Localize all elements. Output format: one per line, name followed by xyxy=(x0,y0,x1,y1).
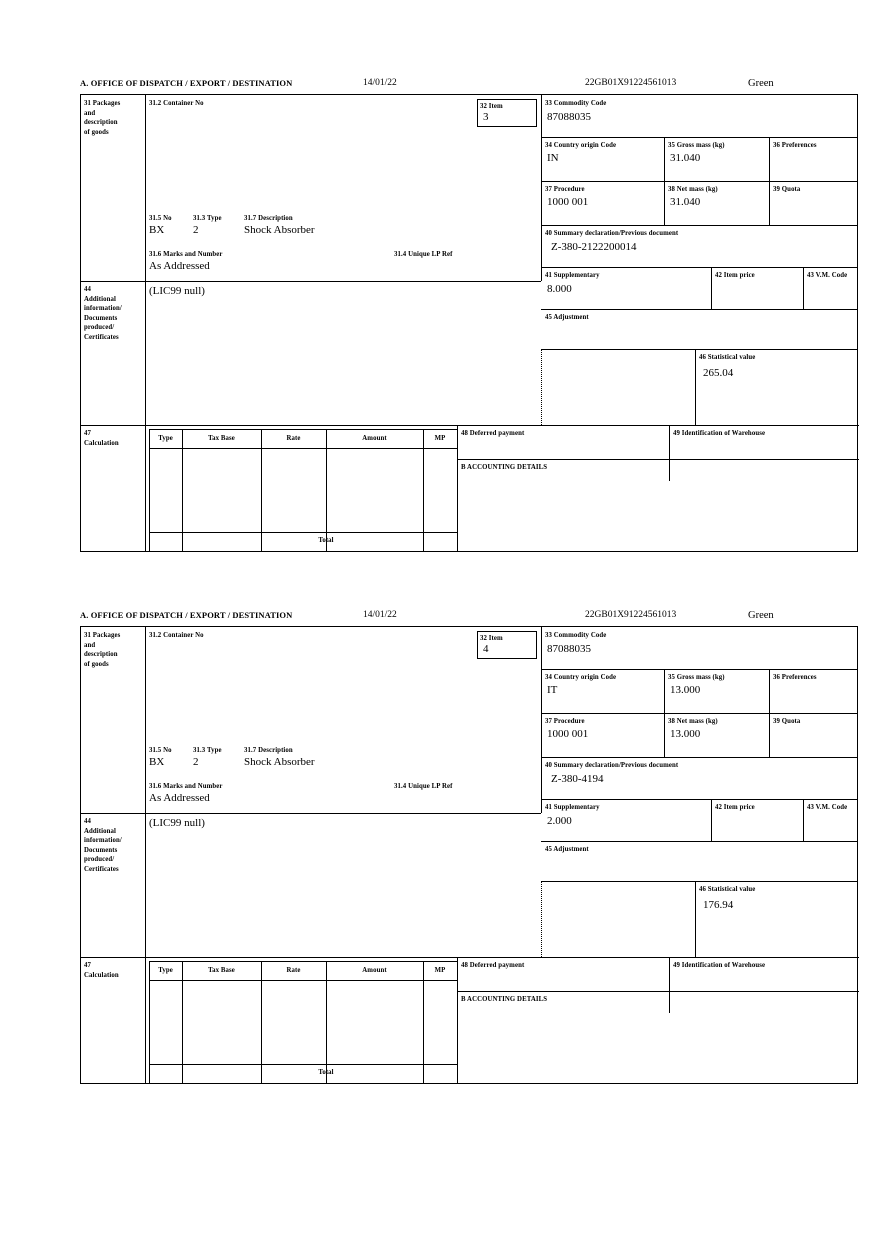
box44-label-2: 44 Additional information/ Documents produced/ Certificates xyxy=(84,818,122,873)
box46-label: 46 Statistical value xyxy=(699,354,756,361)
box34-value: IN xyxy=(547,152,559,164)
line-34-bottom-2 xyxy=(541,713,858,714)
box49-label: 49 Identification of Warehouse xyxy=(673,430,766,437)
box47-total-label-2: Total xyxy=(318,1069,334,1076)
box47-total-label: Total xyxy=(318,537,334,544)
box38-value: 31.040 xyxy=(670,196,701,208)
box47-col-amount: Amount xyxy=(362,435,387,442)
box31-unique-lp-label-2: 31.4 Unique LP Ref xyxy=(394,783,453,790)
line-48-left xyxy=(457,425,458,453)
box31-description-label: 31.7 Description xyxy=(244,215,293,222)
declaration-date: 14/01/22 xyxy=(363,78,397,88)
box44-value-2: (LIC99 null) xyxy=(149,817,205,829)
box41-value: 8.000 xyxy=(547,283,572,295)
box47-col-rate-2: Rate xyxy=(286,967,301,974)
line-47-total-top-2 xyxy=(149,1064,457,1065)
box31-marks-value-2: As Addressed xyxy=(149,792,210,804)
line-48-left-2 xyxy=(457,957,458,985)
line-35-36-divider xyxy=(769,137,770,225)
box33-label-2: 33 Commodity Code xyxy=(545,632,607,639)
line-47-header-bottom-2 xyxy=(149,980,457,981)
box31-no-label: 31.5 No xyxy=(149,215,172,222)
line-47-top-2 xyxy=(81,957,859,958)
box31-no-label-2: 31.5 No xyxy=(149,747,172,754)
box47-col-taxbase: Tax Base xyxy=(208,435,235,442)
box32-item xyxy=(477,99,537,127)
line-47-total-bottom-2 xyxy=(149,1083,457,1084)
box46-value-2: 176.94 xyxy=(703,899,734,911)
line-41-bottom-2 xyxy=(541,841,858,842)
box47-col-type: Type xyxy=(158,435,173,442)
box31-label: 31 Packages and description of goods xyxy=(84,100,121,136)
box49-label-2: 49 Identification of Warehouse xyxy=(673,962,766,969)
box31-label-2: 31 Packages and description of goods xyxy=(84,632,121,668)
declaration-form-2 xyxy=(80,610,860,1084)
box31-container-label: 31.2 Container No xyxy=(149,100,204,107)
line-41-bottom xyxy=(541,309,858,310)
box31-marks-value: As Addressed xyxy=(149,260,210,272)
box38-label: 38 Net mass (kg) xyxy=(668,186,718,193)
line-47-total-top xyxy=(149,532,457,533)
box33-label: 33 Commodity Code xyxy=(545,100,607,107)
line-45-bottom xyxy=(541,349,858,350)
line-41-42-divider xyxy=(711,267,712,309)
box31-container-label-2: 31.2 Container No xyxy=(149,632,204,639)
box32-item-2 xyxy=(477,631,537,659)
form-body-2 xyxy=(80,626,858,1084)
box44-label: 44 Additional information/ Documents produced/ Certificates xyxy=(84,286,122,341)
line-47-header-top-2 xyxy=(149,961,457,962)
box47-col-amount-2: Amount xyxy=(362,967,387,974)
divider-box31-left-2 xyxy=(145,627,146,957)
box31-type-value: 2 xyxy=(193,224,199,236)
line-37-bottom xyxy=(541,225,858,226)
box42-label-2: 42 Item price xyxy=(715,804,755,811)
line-47-total-bottom xyxy=(149,551,457,552)
box45-label-2: 45 Adjustment xyxy=(545,846,589,853)
box43-label: 43 V.M. Code xyxy=(807,272,848,279)
line-47-left xyxy=(145,425,146,551)
box37-value: 1000 001 xyxy=(547,196,589,208)
line-48-bottom-2 xyxy=(457,991,859,992)
box40-value-2: Z-380-4194 xyxy=(551,773,604,785)
line-35-36-divider-2 xyxy=(769,669,770,757)
box34-label-2: 34 Country origin Code xyxy=(545,674,617,681)
form-header-2 xyxy=(80,610,860,626)
box31-description-label-2: 31.7 Description xyxy=(244,747,293,754)
box47-col-type-2: Type xyxy=(158,967,173,974)
box48-label-2: 48 Deferred payment xyxy=(461,962,525,969)
box46-label-2: 46 Statistical value xyxy=(699,886,756,893)
box37-value-2: 1000 001 xyxy=(547,728,589,740)
movement-reference-number: 22GB01X91224561013 xyxy=(585,78,677,88)
copy-colour-2: Green xyxy=(748,610,774,621)
box31-unique-lp-label: 31.4 Unique LP Ref xyxy=(394,251,453,258)
box31-type-label-2: 31.3 Type xyxy=(193,747,222,754)
box31-marks-label-2: 31.6 Marks and Number xyxy=(149,783,223,790)
box41-value-2: 2.000 xyxy=(547,815,572,827)
declaration-form-1 xyxy=(80,78,860,552)
box36-label-2: 36 Preferences xyxy=(773,674,817,681)
box41-label-2: 41 Supplementary xyxy=(545,804,600,811)
box40-label: 40 Summary declaration/Previous document xyxy=(545,230,679,237)
box31-no-value-2: BX xyxy=(149,756,165,768)
box35-label: 35 Gross mass (kg) xyxy=(668,142,725,149)
box38-label-2: 38 Net mass (kg) xyxy=(668,718,718,725)
box35-value-2: 13.000 xyxy=(670,684,701,696)
office-of-dispatch-label: A. OFFICE OF DISPATCH / EXPORT / DESTINATION xyxy=(80,78,293,88)
line-46-dotted-divider-2 xyxy=(541,881,542,957)
line-47-header-top xyxy=(149,429,457,430)
divider-box31-right xyxy=(541,95,542,281)
box31-description-value-2: Shock Absorber xyxy=(244,756,315,768)
divider-box31-right-2 xyxy=(541,627,542,813)
box33-value-2: 87088035 xyxy=(547,643,591,655)
box32-value-2: 4 xyxy=(483,643,489,655)
line-37-bottom-2 xyxy=(541,757,858,758)
box47-col-taxbase-2: Tax Base xyxy=(208,967,235,974)
box42-label: 42 Item price xyxy=(715,272,755,279)
box31-description-value: Shock Absorber xyxy=(244,224,315,236)
box41-label: 41 Supplementary xyxy=(545,272,600,279)
box33-value: 87088035 xyxy=(547,111,591,123)
office-of-dispatch-label-2: A. OFFICE OF DISPATCH / EXPORT / DESTINATION xyxy=(80,610,293,620)
box32-label-2: 32 Item xyxy=(480,635,503,642)
box31-no-value: BX xyxy=(149,224,165,236)
box47-col-mp-2: MP xyxy=(434,967,446,974)
box37-label-2: 37 Procedure xyxy=(545,718,585,725)
box47-label-2: 47 Calculation xyxy=(84,962,119,979)
line-44-top-2 xyxy=(81,813,541,814)
line-48-bottom xyxy=(457,459,859,460)
line-46-left-2 xyxy=(695,881,696,957)
line-33-bottom xyxy=(541,137,858,138)
box40-value: Z-380-2122200014 xyxy=(551,241,637,253)
form-body xyxy=(80,94,858,552)
declaration-date-2: 14/01/22 xyxy=(363,610,397,620)
line-44-top xyxy=(81,281,541,282)
box37-label: 37 Procedure xyxy=(545,186,585,193)
divider-box31-left xyxy=(145,95,146,425)
line-45-bottom-2 xyxy=(541,881,858,882)
line-47-header-bottom xyxy=(149,448,457,449)
line-41-42-divider-2 xyxy=(711,799,712,841)
line-47-top xyxy=(81,425,859,426)
box32-label: 32 Item xyxy=(480,103,503,110)
box32-value: 3 xyxy=(483,111,489,123)
box38-value-2: 13.000 xyxy=(670,728,701,740)
line-48-49-divider-2 xyxy=(669,957,670,1013)
box34-value-2: IT xyxy=(547,684,558,696)
box48-label: 48 Deferred payment xyxy=(461,430,525,437)
box35-label-2: 35 Gross mass (kg) xyxy=(668,674,725,681)
line-48-49-divider xyxy=(669,425,670,481)
box47-col-mp: MP xyxy=(434,435,446,442)
box44-value: (LIC99 null) xyxy=(149,285,205,297)
box31-type-label: 31.3 Type xyxy=(193,215,222,222)
boxB-label-2: B ACCOUNTING DETAILS xyxy=(461,996,548,1003)
box36-label: 36 Preferences xyxy=(773,142,817,149)
form-header xyxy=(80,78,860,94)
box47-label: 47 Calculation xyxy=(84,430,119,447)
box47-col-rate: Rate xyxy=(286,435,301,442)
line-40-bottom-2 xyxy=(541,799,858,800)
box46-value: 265.04 xyxy=(703,367,734,379)
box31-marks-label: 31.6 Marks and Number xyxy=(149,251,223,258)
box45-label: 45 Adjustment xyxy=(545,314,589,321)
copy-colour: Green xyxy=(748,78,774,89)
box31-type-value-2: 2 xyxy=(193,756,199,768)
box34-label: 34 Country origin Code xyxy=(545,142,617,149)
box39-label: 39 Quota xyxy=(773,186,801,193)
box43-label-2: 43 V.M. Code xyxy=(807,804,848,811)
box39-label-2: 39 Quota xyxy=(773,718,801,725)
boxB-label: B ACCOUNTING DETAILS xyxy=(461,464,548,471)
line-33-bottom-2 xyxy=(541,669,858,670)
box40-label-2: 40 Summary declaration/Previous document xyxy=(545,762,679,769)
line-46-left xyxy=(695,349,696,425)
box35-value: 31.040 xyxy=(670,152,701,164)
line-47-left-2 xyxy=(145,957,146,1083)
movement-reference-number-2: 22GB01X91224561013 xyxy=(585,610,677,620)
line-40-bottom xyxy=(541,267,858,268)
line-34-bottom xyxy=(541,181,858,182)
line-46-dotted-divider xyxy=(541,349,542,425)
